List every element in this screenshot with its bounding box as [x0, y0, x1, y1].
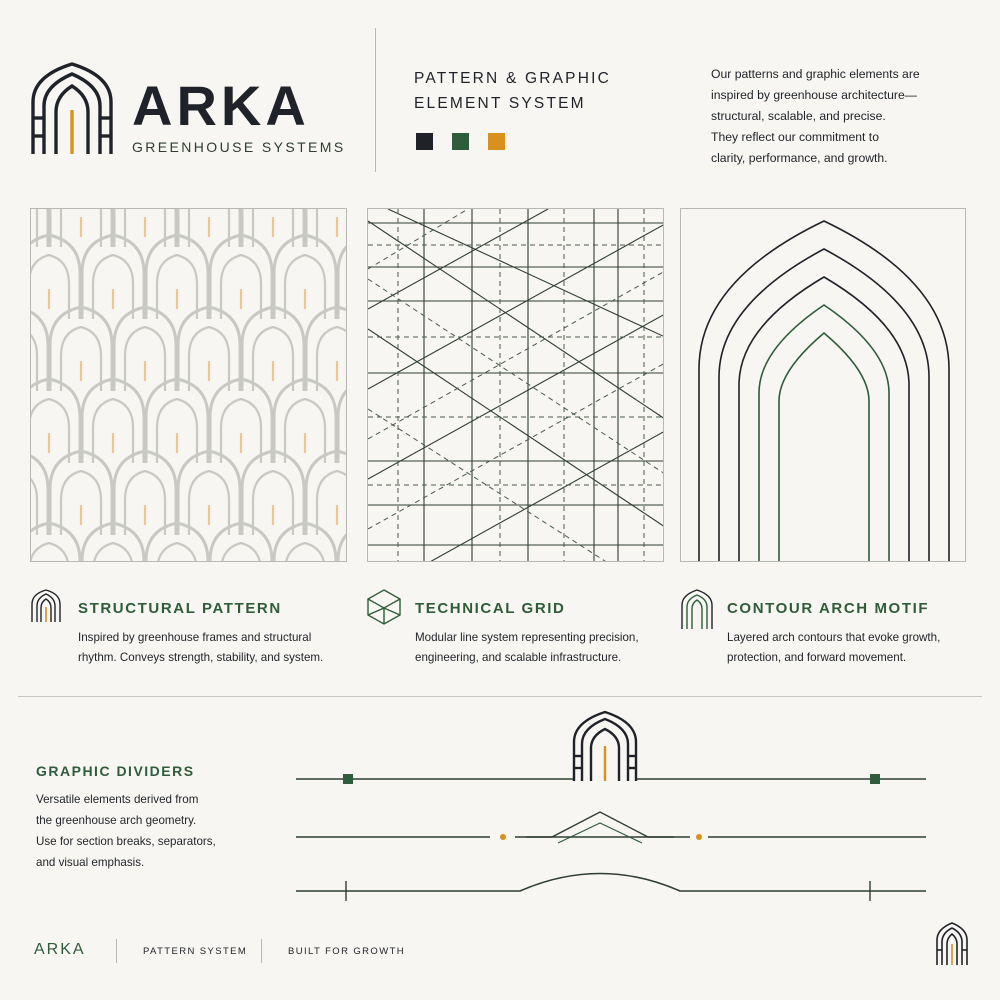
structural-pattern-tile: [114, 451, 176, 535]
intro-line: inspired by greenhouse architecture—: [711, 88, 917, 102]
contour-arch-desc: [727, 628, 1000, 668]
desc-line: and visual emphasis.: [36, 856, 145, 869]
structural-pattern-tile: [50, 307, 112, 391]
desc-line: Inspired by greenhouse frames and structural: [78, 631, 312, 644]
swatch-amber: [488, 133, 505, 150]
brand-name: ARKA: [132, 74, 310, 137]
swatch-charcoal: [416, 133, 433, 150]
structural-pattern-tile: [31, 379, 80, 463]
footer-brand: ARKA: [34, 941, 86, 958]
structural-caption-icon: [30, 589, 62, 628]
divider-samples: [290, 706, 940, 911]
desc-line: engineering, and scalable infrastructure.: [415, 651, 622, 664]
header-divider: [375, 28, 376, 172]
technical-grid-desc: [415, 628, 705, 668]
grid-caption-icon: [367, 589, 401, 630]
footer-separator: [116, 939, 117, 963]
structural-pattern-tile: [50, 451, 112, 535]
divider-arch-emblem: [296, 712, 926, 784]
structural-pattern-tile: [274, 379, 336, 463]
intro-line: They reflect our commitment to: [711, 130, 879, 144]
contour-arch-graphic: [681, 209, 966, 562]
system-title: PATTERN & GRAPHIC ELEMENT SYSTEM: [414, 70, 612, 112]
structural-pattern-tile: [306, 307, 347, 391]
structural-pattern-tile: [178, 209, 240, 247]
structural-pattern-title: STRUCTURAL PATTERN: [78, 600, 282, 617]
desc-line: Versatile elements derived from: [36, 793, 199, 806]
footer-logo: [935, 922, 969, 971]
graphic-dividers-title: GRAPHIC DIVIDERS: [36, 763, 195, 779]
contour-arch-panel: [680, 208, 966, 562]
structural-pattern-tile: [242, 307, 304, 391]
contour-arch-title: CONTOUR ARCH MOTIF: [727, 600, 930, 617]
brand-tagline: GREENHOUSE SYSTEMS: [132, 139, 346, 155]
intro-line: clarity, performance, and growth.: [711, 151, 888, 165]
structural-pattern-tile: [114, 209, 176, 247]
brand-logo-mark: [30, 62, 114, 161]
structural-pattern-tile: [274, 235, 336, 319]
intro-text: [711, 64, 961, 169]
intro-line: Our patterns and graphic elements are: [711, 67, 920, 81]
structural-pattern-tile: [146, 379, 208, 463]
structural-pattern-desc: [78, 628, 368, 668]
structural-pattern-tile: [31, 235, 80, 319]
desc-line: Layered arch contours that evoke growth,: [727, 631, 941, 644]
hexagon-cube-icon: [367, 589, 401, 625]
structural-pattern-tile: [178, 451, 240, 535]
footer-built-for-growth: BUILT FOR GROWTH: [288, 946, 406, 957]
section-divider: [18, 696, 982, 697]
desc-line: Modular line system representing precision,: [415, 631, 639, 644]
intro-line: structural, scalable, and precise.: [711, 109, 886, 123]
structural-pattern-tile: [338, 523, 347, 562]
structural-pattern-panel: [30, 208, 347, 562]
desc-line: rhythm. Conveys strength, stability, and system.: [78, 651, 324, 664]
divider-chevron: [296, 812, 926, 843]
greenhouse-logo-icon: [935, 922, 969, 966]
divider-samples-graphic: [290, 706, 940, 906]
technical-grid-graphic: [368, 209, 664, 562]
desc-line: the greenhouse arch geometry.: [36, 814, 197, 827]
structural-pattern-tile: [31, 523, 80, 562]
graphic-dividers-desc: [36, 789, 256, 873]
footer-pattern-system: PATTERN SYSTEM: [143, 946, 248, 957]
swatch-green: [452, 133, 469, 150]
footer-separator: [261, 939, 262, 963]
technical-grid-panel: [367, 208, 664, 562]
structural-pattern-tile: [242, 451, 304, 535]
structural-pattern-tile: [146, 235, 208, 319]
desc-line: protection, and forward movement.: [727, 651, 907, 664]
greenhouse-frame-icon: [30, 589, 62, 623]
greenhouse-logo-icon: [30, 62, 114, 156]
structural-pattern-tile: [50, 209, 112, 247]
structural-pattern-tile: [178, 307, 240, 391]
divider-curve: [296, 874, 926, 902]
nested-arch-icon: [680, 589, 714, 629]
structural-pattern-tile: [82, 235, 144, 319]
structural-pattern-tile: [210, 379, 272, 463]
structural-pattern-tile: [242, 209, 304, 247]
structural-pattern-graphic: [31, 209, 347, 562]
structural-pattern-tile: [114, 307, 176, 391]
structural-pattern-tile: [82, 379, 144, 463]
desc-line: Use for section breaks, separators,: [36, 835, 216, 848]
structural-pattern-tile: [306, 451, 347, 535]
structural-pattern-tile: [210, 235, 272, 319]
technical-grid-title: TECHNICAL GRID: [415, 600, 566, 617]
arch-caption-icon: [680, 589, 714, 634]
structural-pattern-tile: [306, 209, 347, 247]
